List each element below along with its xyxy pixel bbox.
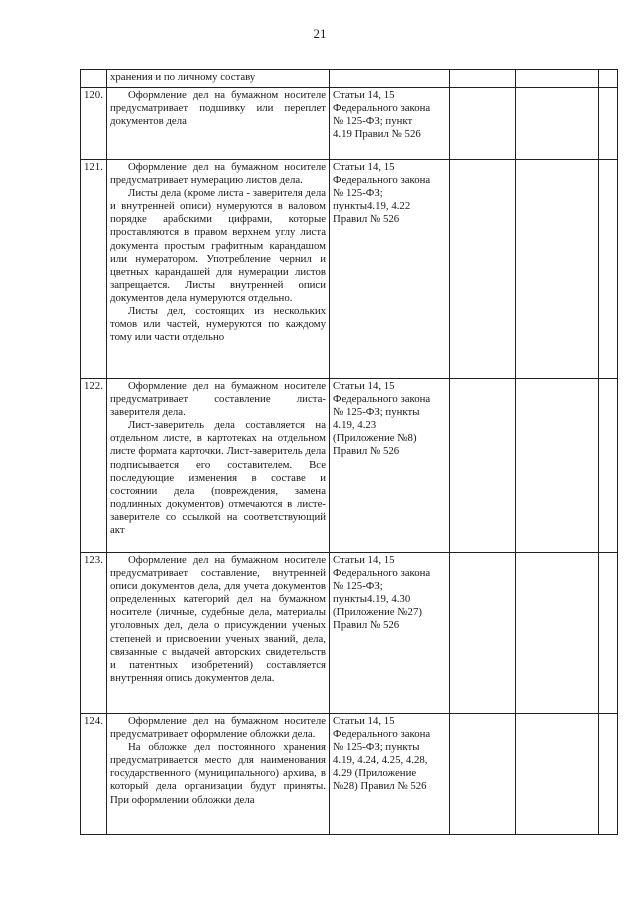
- row-number: 123.: [81, 553, 107, 714]
- requirement-text: [107, 379, 330, 553]
- requirement-paragraph: Листы дела (кроме листа - заверителя дела и внутренней описи) нумеруются в валовом порядке арабскими цифрами, которые проставляются в правом верхнем углу листа документа простым графитным карандашом или нумератором. Употребление чернил и цветных карандашей для нумерации листов запрещается. Листы внутренней описи документов дела нумеруются отдельно.: [110, 187, 326, 304]
- cell-empty: [516, 379, 599, 553]
- legal-reference: [330, 88, 450, 160]
- legal-reference-text: Статьи 14, 15 Федерального закона № 125-ФЗ; пункт 4.19 Правил № 526: [333, 89, 431, 141]
- cell-empty: [516, 88, 599, 160]
- cell-empty: [599, 714, 618, 835]
- cell-empty: [599, 160, 618, 379]
- cell-empty: [599, 379, 618, 553]
- row-number: 124.: [81, 714, 107, 835]
- requirement-text: [107, 88, 330, 160]
- cell-number: [81, 70, 107, 88]
- table-row-continuation: [81, 70, 618, 88]
- legal-reference: [330, 379, 450, 553]
- requirement-paragraph: На обложке дел постоянного хранения предусматривается место для наименования государственного (муниципального) архива, в который дела организации будут приняты. При оформлении обложки дела: [110, 741, 326, 806]
- requirements-table: [80, 69, 618, 835]
- row-number: 121.: [81, 160, 107, 379]
- cell-empty: [450, 160, 516, 379]
- cell-empty: [599, 70, 618, 88]
- table-row: [81, 88, 618, 160]
- legal-reference-text: Статьи 14, 15 Федерального закона № 125-ФЗ; пункты 4.19, 4.23 (Приложение №8) Правил № 526: [333, 380, 431, 458]
- cell-empty: [516, 553, 599, 714]
- requirement-paragraph: Оформление дел на бумажном носителе предусматривает нумерацию листов дела.: [110, 161, 326, 187]
- requirement-text: [107, 714, 330, 835]
- table-row: [81, 379, 618, 553]
- cell-empty: [516, 160, 599, 379]
- cell-empty: [450, 88, 516, 160]
- cell-empty: [450, 70, 516, 88]
- requirement-text: [107, 160, 330, 379]
- page-number: 21: [313, 26, 327, 41]
- cell-empty: [599, 553, 618, 714]
- legal-reference-text: Статьи 14, 15 Федерального закона № 125-ФЗ; пункты 4.19, 4.24, 4.25, 4.28, 4.29 (Приложение №28) Правил № 526: [333, 715, 431, 793]
- requirement-text: [107, 553, 330, 714]
- table-row: [81, 714, 618, 835]
- requirement-paragraph: Оформление дел на бумажном носителе предусматривает составление листа-заверителя дела.: [110, 380, 326, 419]
- cell-empty: [450, 714, 516, 835]
- requirement-paragraph: Листы дел, состоящих из нескольких томов или частей, нумеруются по каждому тому или части отдельно: [110, 305, 326, 344]
- legal-reference: [330, 553, 450, 714]
- row-number: 120.: [81, 88, 107, 160]
- requirement-paragraph: Оформление дел на бумажном носителе предусматривает составление, внутренней описи документов дела, для учета документов определенных категорий дел на бумажном носителе (личные, судебные дела, материалы уголовных дел, дела о присуждении ученых степеней и присвоении ученых званий, дела, связанные с выдачей авторских свидетельств и патентных изобретений) составляется внутренняя опись документов дела.: [110, 554, 326, 684]
- cell-empty: [516, 714, 599, 835]
- cell-empty: [450, 553, 516, 714]
- requirement-paragraph: Оформление дел на бумажном носителе предусматривает оформление обложки дела.: [110, 715, 326, 741]
- legal-reference-text: Статьи 14, 15 Федерального закона № 125-ФЗ; пункты4.19, 4.22 Правил № 526: [333, 161, 431, 226]
- legal-reference-text: Статьи 14, 15 Федерального закона № 125-ФЗ; пункты4.19, 4.30 (Приложение №27) Правил № 526: [333, 554, 431, 632]
- cell-empty: [516, 70, 599, 88]
- table-row: [81, 160, 618, 379]
- continuation-text: хранения и по личному составу: [110, 71, 256, 83]
- cell-reference: [330, 70, 450, 88]
- requirement-paragraph: Оформление дел на бумажном носителе предусматривает подшивку или переплет документов дела: [110, 89, 326, 128]
- cell-empty: [599, 88, 618, 160]
- legal-reference: [330, 714, 450, 835]
- requirement-paragraph: Лист-заверитель дела составляется на отдельном листе, в картотеках на отдельном листе формата карточки. Лист-заверитель дела подписывается его составителем. Все последующие изменения в составе и состоянии дела (повреждения, замена подлинных документов) отмечаются в листе-заверителе со ссылкой на соответствующий акт: [110, 419, 326, 537]
- legal-reference: [330, 160, 450, 379]
- cell-requirement: [107, 70, 330, 88]
- table-row: [81, 553, 618, 714]
- row-number: 122.: [81, 379, 107, 553]
- cell-empty: [450, 379, 516, 553]
